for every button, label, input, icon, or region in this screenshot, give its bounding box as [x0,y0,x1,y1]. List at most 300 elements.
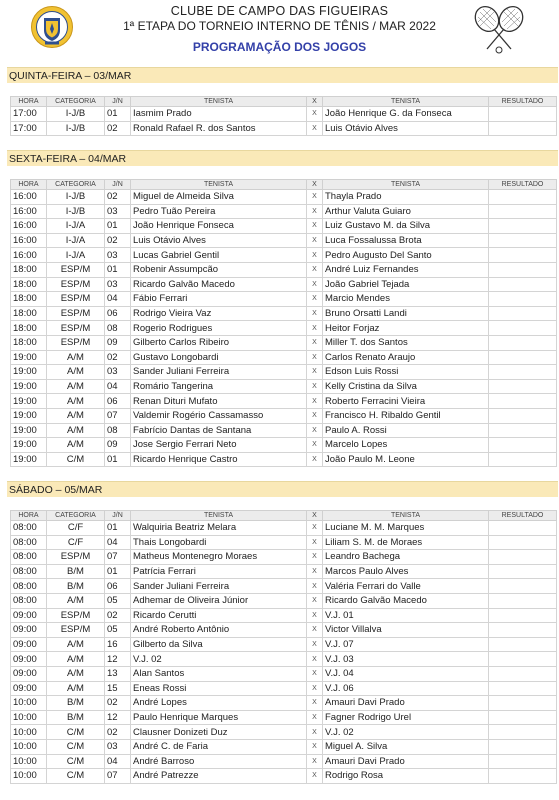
game-category: C/M [47,452,105,467]
result-cell [489,438,557,453]
player-1: Ricardo Henrique Castro [131,452,307,467]
result-cell [489,637,557,652]
player-1: Patrícia Ferrari [131,564,307,579]
game-time: 16:00 [11,190,47,205]
result-cell [489,121,557,136]
col-tenista-2: TENISTA [323,180,489,190]
col-tenista-1: TENISTA [131,97,307,107]
versus-mark: X [307,219,323,234]
versus-mark: X [307,564,323,579]
result-cell [489,394,557,409]
game-number: 01 [105,219,131,234]
game-time: 17:00 [11,121,47,136]
game-number: 06 [105,306,131,321]
player-2: João Paulo M. Leone [323,452,489,467]
game-number: 09 [105,335,131,350]
versus-mark: X [307,350,323,365]
player-2: Paulo A. Rossi [323,423,489,438]
game-number: 16 [105,637,131,652]
game-number: 07 [105,408,131,423]
game-category: A/M [47,394,105,409]
game-number: 07 [105,550,131,565]
table-row [11,321,557,336]
game-time: 19:00 [11,408,47,423]
games-table-sabado [10,510,557,784]
game-number: 03 [105,739,131,754]
game-number: 04 [105,754,131,769]
player-2: Heitor Forjaz [323,321,489,336]
player-2: Arthur Valuta Guiaro [323,204,489,219]
game-time: 18:00 [11,292,47,307]
result-cell [489,107,557,122]
game-number: 15 [105,681,131,696]
result-cell [489,321,557,336]
game-category: A/M [47,666,105,681]
col-jn: J/N [105,511,131,521]
versus-mark: X [307,579,323,594]
game-time: 16:00 [11,233,47,248]
player-1: Gilberto Carlos Ribeiro [131,335,307,350]
versus-mark: X [307,608,323,623]
game-category: A/M [47,423,105,438]
game-time: 10:00 [11,739,47,754]
player-1: Ronald Rafael R. dos Santos [131,121,307,136]
col-resultado: RESULTADO [489,511,557,521]
versus-mark: X [307,233,323,248]
game-number: 03 [105,365,131,380]
player-2: Carlos Renato Araujo [323,350,489,365]
col-x: X [307,180,323,190]
game-time: 10:00 [11,696,47,711]
table-row [11,121,557,136]
player-2: V.J. 07 [323,637,489,652]
game-time: 16:00 [11,204,47,219]
player-2: V.J. 04 [323,666,489,681]
game-time: 16:00 [11,219,47,234]
versus-mark: X [307,107,323,122]
game-number: 02 [105,121,131,136]
game-category: A/M [47,365,105,380]
result-cell [489,681,557,696]
versus-mark: X [307,365,323,380]
player-2: Luis Otávio Alves [323,121,489,136]
game-category: A/M [47,681,105,696]
game-number: 12 [105,710,131,725]
player-1: Pedro Tuão Pereira [131,204,307,219]
col-resultado: RESULTADO [489,97,557,107]
game-category: A/M [47,408,105,423]
game-time: 18:00 [11,262,47,277]
result-cell [489,423,557,438]
result-cell [489,564,557,579]
player-2: Miller T. dos Santos [323,335,489,350]
game-number: 12 [105,652,131,667]
player-1: Alan Santos [131,666,307,681]
game-category: A/M [47,637,105,652]
player-2: Marcos Paulo Alves [323,564,489,579]
game-category: A/M [47,379,105,394]
player-1: André Barroso [131,754,307,769]
game-number: 01 [105,262,131,277]
game-category: C/M [47,769,105,784]
player-2: Bruno Orsatti Landi [323,306,489,321]
player-1: Eneas Rossi [131,681,307,696]
player-2: Marcio Mendes [323,292,489,307]
game-number: 04 [105,535,131,550]
game-category: I-J/B [47,107,105,122]
game-time: 17:00 [11,107,47,122]
result-cell [489,623,557,638]
game-number: 13 [105,666,131,681]
result-cell [489,754,557,769]
table-row [11,107,557,122]
table-row [11,725,557,740]
table-row [11,696,557,711]
game-time: 19:00 [11,350,47,365]
versus-mark: X [307,248,323,263]
game-category: ESP/M [47,277,105,292]
game-time: 10:00 [11,710,47,725]
player-1: André C. de Faria [131,739,307,754]
player-1: Gilberto da Silva [131,637,307,652]
program-title: PROGRAMAÇÃO DOS JOGOS [192,40,367,54]
day-header-quinta: QUINTA-FEIRA – 03/MAR [7,67,558,83]
game-category: B/M [47,564,105,579]
versus-mark: X [307,190,323,205]
game-number: 06 [105,394,131,409]
game-number: 01 [105,107,131,122]
player-2: Fagner Rodrigo Urel [323,710,489,725]
table-row [11,608,557,623]
versus-mark: X [307,292,323,307]
game-number: 05 [105,593,131,608]
player-2: Roberto Ferracini Vieira [323,394,489,409]
col-categoria: CATEGORIA [47,180,105,190]
versus-mark: X [307,725,323,740]
game-number: 07 [105,769,131,784]
game-time: 08:00 [11,535,47,550]
table-row [11,623,557,638]
game-time: 08:00 [11,521,47,536]
table-row [11,593,557,608]
game-time: 09:00 [11,623,47,638]
result-cell [489,248,557,263]
day-header-sexta: SEXTA-FEIRA – 04/MAR [7,150,558,166]
versus-mark: X [307,306,323,321]
table-row [11,335,557,350]
game-time: 19:00 [11,438,47,453]
table-row [11,666,557,681]
game-time: 18:00 [11,321,47,336]
col-x: X [307,97,323,107]
player-1: Sander Juliani Ferreira [131,579,307,594]
player-2: Luca Fossalussa Brota [323,233,489,248]
versus-mark: X [307,593,323,608]
player-1: André Lopes [131,696,307,711]
result-cell [489,219,557,234]
game-time: 10:00 [11,725,47,740]
player-1: Lucas Gabriel Gentil [131,248,307,263]
player-2: Amauri Davi Prado [323,754,489,769]
table-header-row [11,97,557,107]
game-time: 09:00 [11,666,47,681]
versus-mark: X [307,379,323,394]
versus-mark: X [307,277,323,292]
game-category: ESP/M [47,321,105,336]
versus-mark: X [307,335,323,350]
player-2: André Luiz Fernandes [323,262,489,277]
result-cell [489,739,557,754]
result-cell [489,652,557,667]
page-header [0,0,559,66]
player-2: V.J. 06 [323,681,489,696]
col-tenista-2: TENISTA [323,97,489,107]
result-cell [489,365,557,380]
col-categoria: CATEGORIA [47,97,105,107]
table-row [11,408,557,423]
result-cell [489,379,557,394]
player-1: Adhemar de Oliveira Júnior [131,593,307,608]
versus-mark: X [307,769,323,784]
table-row [11,535,557,550]
game-number: 02 [105,608,131,623]
player-2: V.J. 03 [323,652,489,667]
player-2: Marcelo Lopes [323,438,489,453]
player-1: Thais Longobardi [131,535,307,550]
game-category: C/M [47,739,105,754]
player-2: Luiz Gustavo M. da Silva [323,219,489,234]
game-number: 03 [105,248,131,263]
col-x: X [307,511,323,521]
player-2: Edson Luis Rossi [323,365,489,380]
col-jn: J/N [105,180,131,190]
game-category: B/M [47,710,105,725]
game-category: I-J/A [47,233,105,248]
table-row [11,769,557,784]
table-row [11,521,557,536]
table-header-row [11,511,557,521]
versus-mark: X [307,550,323,565]
game-time: 18:00 [11,335,47,350]
player-1: Matheus Montenegro Moraes [131,550,307,565]
player-1: João Henrique Fonseca [131,219,307,234]
game-number: 04 [105,379,131,394]
versus-mark: X [307,408,323,423]
player-1: Romário Tangerina [131,379,307,394]
player-2: Valéria Ferrari do Valle [323,579,489,594]
game-time: 10:00 [11,754,47,769]
result-cell [489,306,557,321]
table-row [11,739,557,754]
versus-mark: X [307,666,323,681]
player-1: Fabrício Dantas de Santana [131,423,307,438]
player-1: André Roberto Antônio [131,623,307,638]
versus-mark: X [307,262,323,277]
versus-mark: X [307,696,323,711]
result-cell [489,521,557,536]
game-number: 02 [105,725,131,740]
player-2: Thayla Prado [323,190,489,205]
player-2: V.J. 01 [323,608,489,623]
player-2: Pedro Augusto Del Santo [323,248,489,263]
game-time: 08:00 [11,550,47,565]
col-hora: HORA [11,511,47,521]
table-row [11,379,557,394]
col-tenista-1: TENISTA [131,180,307,190]
game-time: 18:00 [11,277,47,292]
table-row [11,262,557,277]
result-cell [489,204,557,219]
game-time: 19:00 [11,379,47,394]
result-cell [489,769,557,784]
result-cell [489,666,557,681]
versus-mark: X [307,754,323,769]
versus-mark: X [307,423,323,438]
player-1: Ricardo Galvão Macedo [131,277,307,292]
game-category: C/F [47,535,105,550]
game-time: 08:00 [11,593,47,608]
game-category: I-J/B [47,190,105,205]
game-time: 19:00 [11,423,47,438]
tennis-rackets-icon [470,4,528,56]
table-row [11,277,557,292]
games-table-quinta [10,96,557,136]
table-row [11,652,557,667]
result-cell [489,710,557,725]
game-time: 09:00 [11,637,47,652]
game-time: 10:00 [11,769,47,784]
player-1: Ricardo Cerutti [131,608,307,623]
game-number: 04 [105,292,131,307]
result-cell [489,608,557,623]
game-category: C/F [47,521,105,536]
player-1: Iasmim Prado [131,107,307,122]
versus-mark: X [307,438,323,453]
versus-mark: X [307,121,323,136]
club-name: CLUBE DE CAMPO DAS FIGUEIRAS [170,4,389,18]
day-header-sabado: SÁBADO – 05/MAR [7,481,558,497]
result-cell [489,579,557,594]
versus-mark: X [307,535,323,550]
result-cell [489,535,557,550]
col-jn: J/N [105,97,131,107]
game-category: ESP/M [47,623,105,638]
player-1: Robenir Assumpcão [131,262,307,277]
player-1: Rodrigo Vieira Vaz [131,306,307,321]
result-cell [489,233,557,248]
player-1: Jose Sergio Ferrari Neto [131,438,307,453]
player-1: Walquiria Beatriz Melara [131,521,307,536]
col-hora: HORA [11,97,47,107]
game-time: 16:00 [11,248,47,263]
game-number: 02 [105,233,131,248]
game-time: 19:00 [11,365,47,380]
table-row [11,190,557,205]
game-category: ESP/M [47,292,105,307]
player-2: Miguel A. Silva [323,739,489,754]
result-cell [489,550,557,565]
result-cell [489,277,557,292]
player-1: André Patrezze [131,769,307,784]
table-row [11,681,557,696]
result-cell [489,725,557,740]
game-category: I-J/A [47,248,105,263]
table-row [11,423,557,438]
game-number: 03 [105,277,131,292]
player-1: Miguel de Almeida Silva [131,190,307,205]
player-2: Rodrigo Rosa [323,769,489,784]
table-row [11,550,557,565]
versus-mark: X [307,321,323,336]
game-category: ESP/M [47,550,105,565]
player-1: Luis Otávio Alves [131,233,307,248]
game-number: 02 [105,350,131,365]
game-time: 19:00 [11,394,47,409]
game-number: 01 [105,452,131,467]
game-number: 01 [105,521,131,536]
game-category: A/M [47,652,105,667]
col-resultado: RESULTADO [489,180,557,190]
result-cell [489,696,557,711]
versus-mark: X [307,710,323,725]
game-category: A/M [47,350,105,365]
col-tenista-1: TENISTA [131,511,307,521]
versus-mark: X [307,204,323,219]
player-2: Amauri Davi Prado [323,696,489,711]
col-hora: HORA [11,180,47,190]
table-row [11,219,557,234]
player-1: Gustavo Longobardi [131,350,307,365]
player-1: Paulo Henrique Marques [131,710,307,725]
table-row [11,233,557,248]
player-2: Leandro Bachega [323,550,489,565]
table-row [11,204,557,219]
game-number: 02 [105,696,131,711]
player-2: Luciane M. M. Marques [323,521,489,536]
table-row [11,438,557,453]
result-cell [489,335,557,350]
game-number: 08 [105,423,131,438]
table-row [11,248,557,263]
player-1: Valdemir Rogério Cassamasso [131,408,307,423]
table-row [11,292,557,307]
player-1: Renan Dituri Mufato [131,394,307,409]
game-time: 19:00 [11,452,47,467]
player-1: Rogerio Rodrigues [131,321,307,336]
player-2: Kelly Cristina da Silva [323,379,489,394]
table-row [11,452,557,467]
game-category: I-J/A [47,219,105,234]
game-category: I-J/B [47,204,105,219]
player-2: João Henrique G. da Fonseca [323,107,489,122]
game-category: B/M [47,579,105,594]
tournament-subtitle: 1ª ETAPA DO TORNEIO INTERNO DE TÊNIS / MAR 2022 [123,19,436,33]
table-row [11,350,557,365]
versus-mark: X [307,394,323,409]
table-row [11,306,557,321]
game-time: 08:00 [11,579,47,594]
result-cell [489,292,557,307]
game-time: 09:00 [11,652,47,667]
versus-mark: X [307,681,323,696]
player-2: Victor Villalva [323,623,489,638]
player-2: Liliam S. M. de Moraes [323,535,489,550]
table-row [11,365,557,380]
player-1: V.J. 02 [131,652,307,667]
player-2: João Gabriel Tejada [323,277,489,292]
game-category: C/M [47,754,105,769]
game-number: 05 [105,623,131,638]
